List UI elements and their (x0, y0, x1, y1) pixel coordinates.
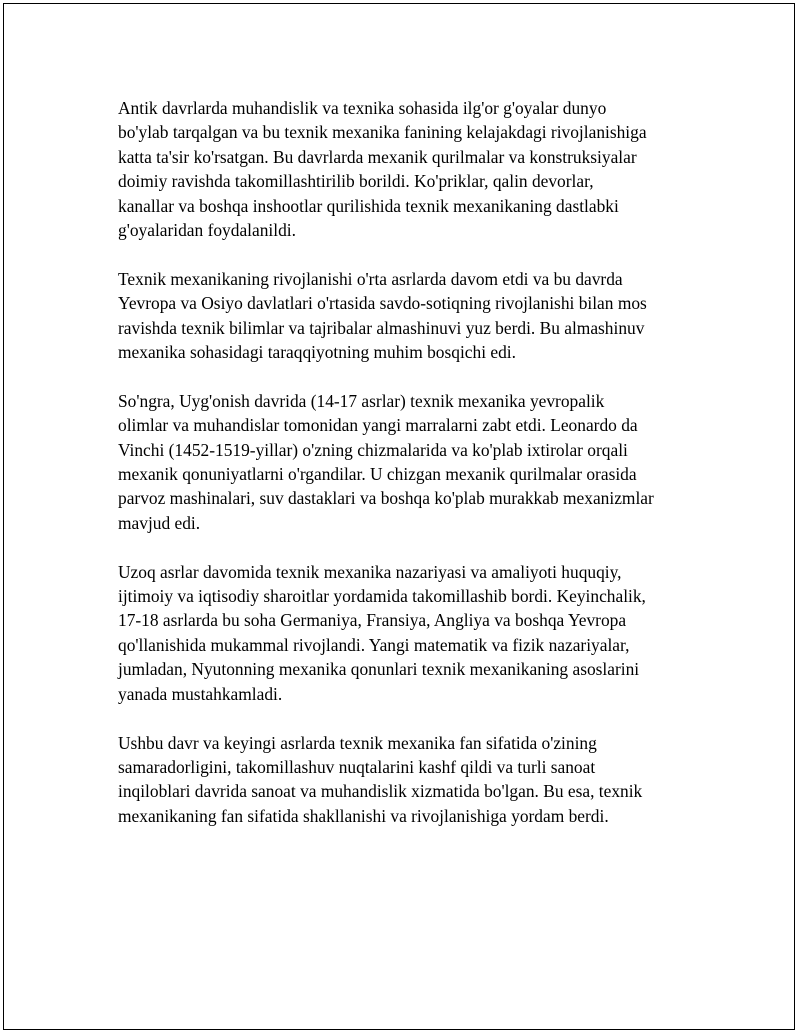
document-body (118, 96, 704, 853)
paragraph-line: olimlar va muhandislar tomonidan yangi marralarni zabt etdi. Leonardo da (118, 415, 638, 436)
paragraph-line: katta ta'sir ko'rsatgan. Bu davrlarda mexanik qurilmalar va konstruksiyalar (118, 146, 637, 167)
paragraph-line: mavjud edi. (118, 512, 201, 533)
paragraph-line: Ushbu davr va keyingi asrlarda texnik mexanika fan sifatida o'zining (118, 732, 597, 753)
paragraph-line: ravishda texnik bilimlar va tajribalar almashinuvi yuz berdi. Bu almashinuv (118, 317, 645, 338)
paragraph-line: Vinchi (1452-1519-yillar) o'zning chizmalarida va ko'plab ixtirolar orqali (118, 439, 628, 460)
paragraph-5 (118, 731, 704, 829)
paragraph-3 (118, 389, 704, 535)
paragraph-2 (118, 267, 704, 365)
paragraph-1 (118, 96, 704, 242)
paragraph-line: doimiy ravishda takomillashtirilib borildi. Ko'priklar, qalin devorlar, (118, 171, 594, 192)
paragraph-line: kanallar va boshqa inshootlar qurilishida texnik mexanikaning dastlabki (118, 195, 619, 216)
paragraph-line: mexanikaning fan sifatida shakllanishi va rivojlanishiga yordam berdi. (118, 805, 609, 826)
paragraph-4 (118, 560, 704, 706)
paragraph-line: qo'llanishida mukammal rivojlandi. Yangi matematik va fizik nazariyalar, (118, 634, 630, 655)
paragraph-line: Antik davrlarda muhandislik va texnika sohasida ilg'or g'oyalar dunyo (118, 98, 607, 118)
paragraph-line: yanada mustahkamladi. (118, 683, 283, 704)
paragraph-line: mexanika sohasidagi taraqqiyotning muhim bosqichi edi. (118, 342, 516, 363)
paragraph-line: 17-18 asrlarda bu soha Germaniya, Fransiya, Angliya va boshqa Yevropa (118, 610, 627, 631)
paragraph-line: Texnik mexanikaning rivojlanishi o'rta asrlarda davom etdi va bu davrda (118, 268, 623, 289)
paragraph-line: mexanik qonuniyatlarni o'rgandilar. U chizgan mexanik qurilmalar orasida (118, 464, 637, 485)
paragraph-line: bo'ylab tarqalgan va bu texnik mexanika fanining kelajakdagi rivojlanishiga (118, 122, 647, 143)
paragraph-line: g'oyalaridan foydalanildi. (118, 220, 296, 241)
paragraph-line: jumladan, Nyutonning mexanika qonunlari texnik mexanikaning asoslarini (118, 659, 640, 680)
paragraph-line: parvoz mashinalari, suv dastaklari va boshqa ko'plab murakkab mexanizmlar (118, 488, 654, 509)
paragraph-line: inqiloblari davrida sanoat va muhandislik xizmatida bo'lgan. Bu esa, texnik (118, 781, 643, 802)
document-page (3, 3, 795, 1030)
paragraph-line: So'ngra, Uyg'onish davrida (14-17 asrlar) texnik mexanika yevropalik (118, 390, 605, 411)
paragraph-line: ijtimoiy va iqtisodiy sharoitlar yordamida takomillashib bordi. Keyinchalik, (118, 586, 646, 607)
paragraph-line: samaradorligini, takomillashuv nuqtalarini kashf qildi va turli sanoat (118, 756, 596, 777)
paragraph-line: Yevropa va Osiyo davlatlari o'rtasida savdo-sotiqning rivojlanishi bilan mos (118, 293, 647, 314)
paragraph-line: Uzoq asrlar davomida texnik mexanika nazariyasi va amaliyoti huquqiy, (118, 561, 622, 582)
